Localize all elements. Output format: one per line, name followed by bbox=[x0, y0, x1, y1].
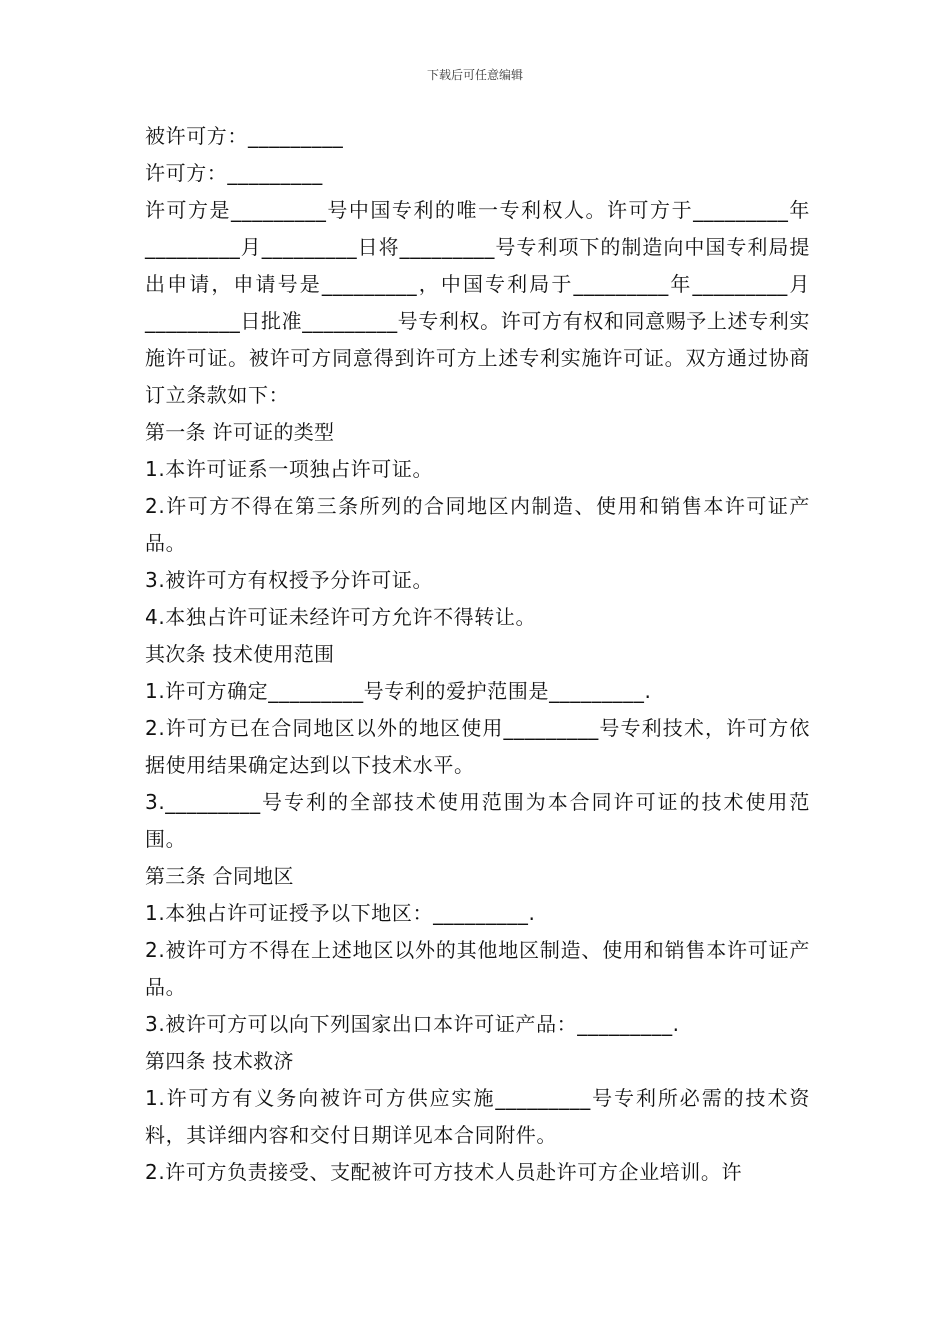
article-4-heading: 第四条 技术救济 bbox=[145, 1049, 294, 1073]
document-body bbox=[145, 118, 810, 1191]
clause-3-1: 1.本独占许可证授予以下地区：_________. bbox=[145, 901, 536, 925]
clause-4-2: 2.许可方负责接受、支配被许可方技术人员赴许可方企业培训。许 bbox=[145, 1160, 743, 1184]
article-1-heading: 第一条 许可证的类型 bbox=[145, 420, 335, 444]
page-header-note: 下载后可任意编辑 bbox=[426, 68, 523, 82]
clause-2-2: 2.许可方已在合同地区以外的地区使用_________号专利技术，许可方依据使用结果确定达到以下技术水平。 bbox=[145, 716, 810, 777]
clause-3-3: 3.被许可方可以向下列国家出口本许可证产品：_________. bbox=[145, 1012, 680, 1036]
clause-1-1: 1.本许可证系一项独占许可证。 bbox=[145, 457, 434, 481]
article-3-heading: 第三条 合同地区 bbox=[145, 864, 294, 888]
clause-2-3: 3._________号专利的全部技术使用范围为本合同许可证的技术使用范围。 bbox=[145, 790, 810, 851]
article-2-heading: 其次条 技术使用范围 bbox=[145, 642, 335, 666]
licensor-line: 许可方：_________ bbox=[145, 161, 323, 185]
clause-1-3: 3.被许可方有权授予分许可证。 bbox=[145, 568, 434, 592]
clause-1-4: 4.本独占许可证未经许可方允许不得转让。 bbox=[145, 605, 537, 629]
clause-1-2: 2.许可方不得在第三条所列的合同地区内制造、使用和销售本许可证产品。 bbox=[145, 494, 810, 555]
clause-4-1: 1.许可方有义务向被许可方供应实施_________号专利所必需的技术资料，其详细内容和交付日期详见本合同附件。 bbox=[145, 1086, 810, 1147]
clause-3-2: 2.被许可方不得在上述地区以外的其他地区制造、使用和销售本许可证产品。 bbox=[145, 938, 810, 999]
clause-2-1: 1.许可方确定_________号专利的爱护范围是_________. bbox=[145, 679, 652, 703]
preamble-paragraph: 许可方是_________号中国专利的唯一专利权人。许可方于_________年_________月_________日将_________号专利项下的制造向中国专利局提出申请，申请号是_________，中国专利局于_________年_________月_________日批准_________号专利权。许可方有权和同意赐予上述专利实施许可证。被许可方同意得到许可方上述专利实施许可证。双方通过协商订立条款如下： bbox=[145, 198, 810, 407]
licensee-line: 被许可方：_________ bbox=[145, 124, 344, 148]
